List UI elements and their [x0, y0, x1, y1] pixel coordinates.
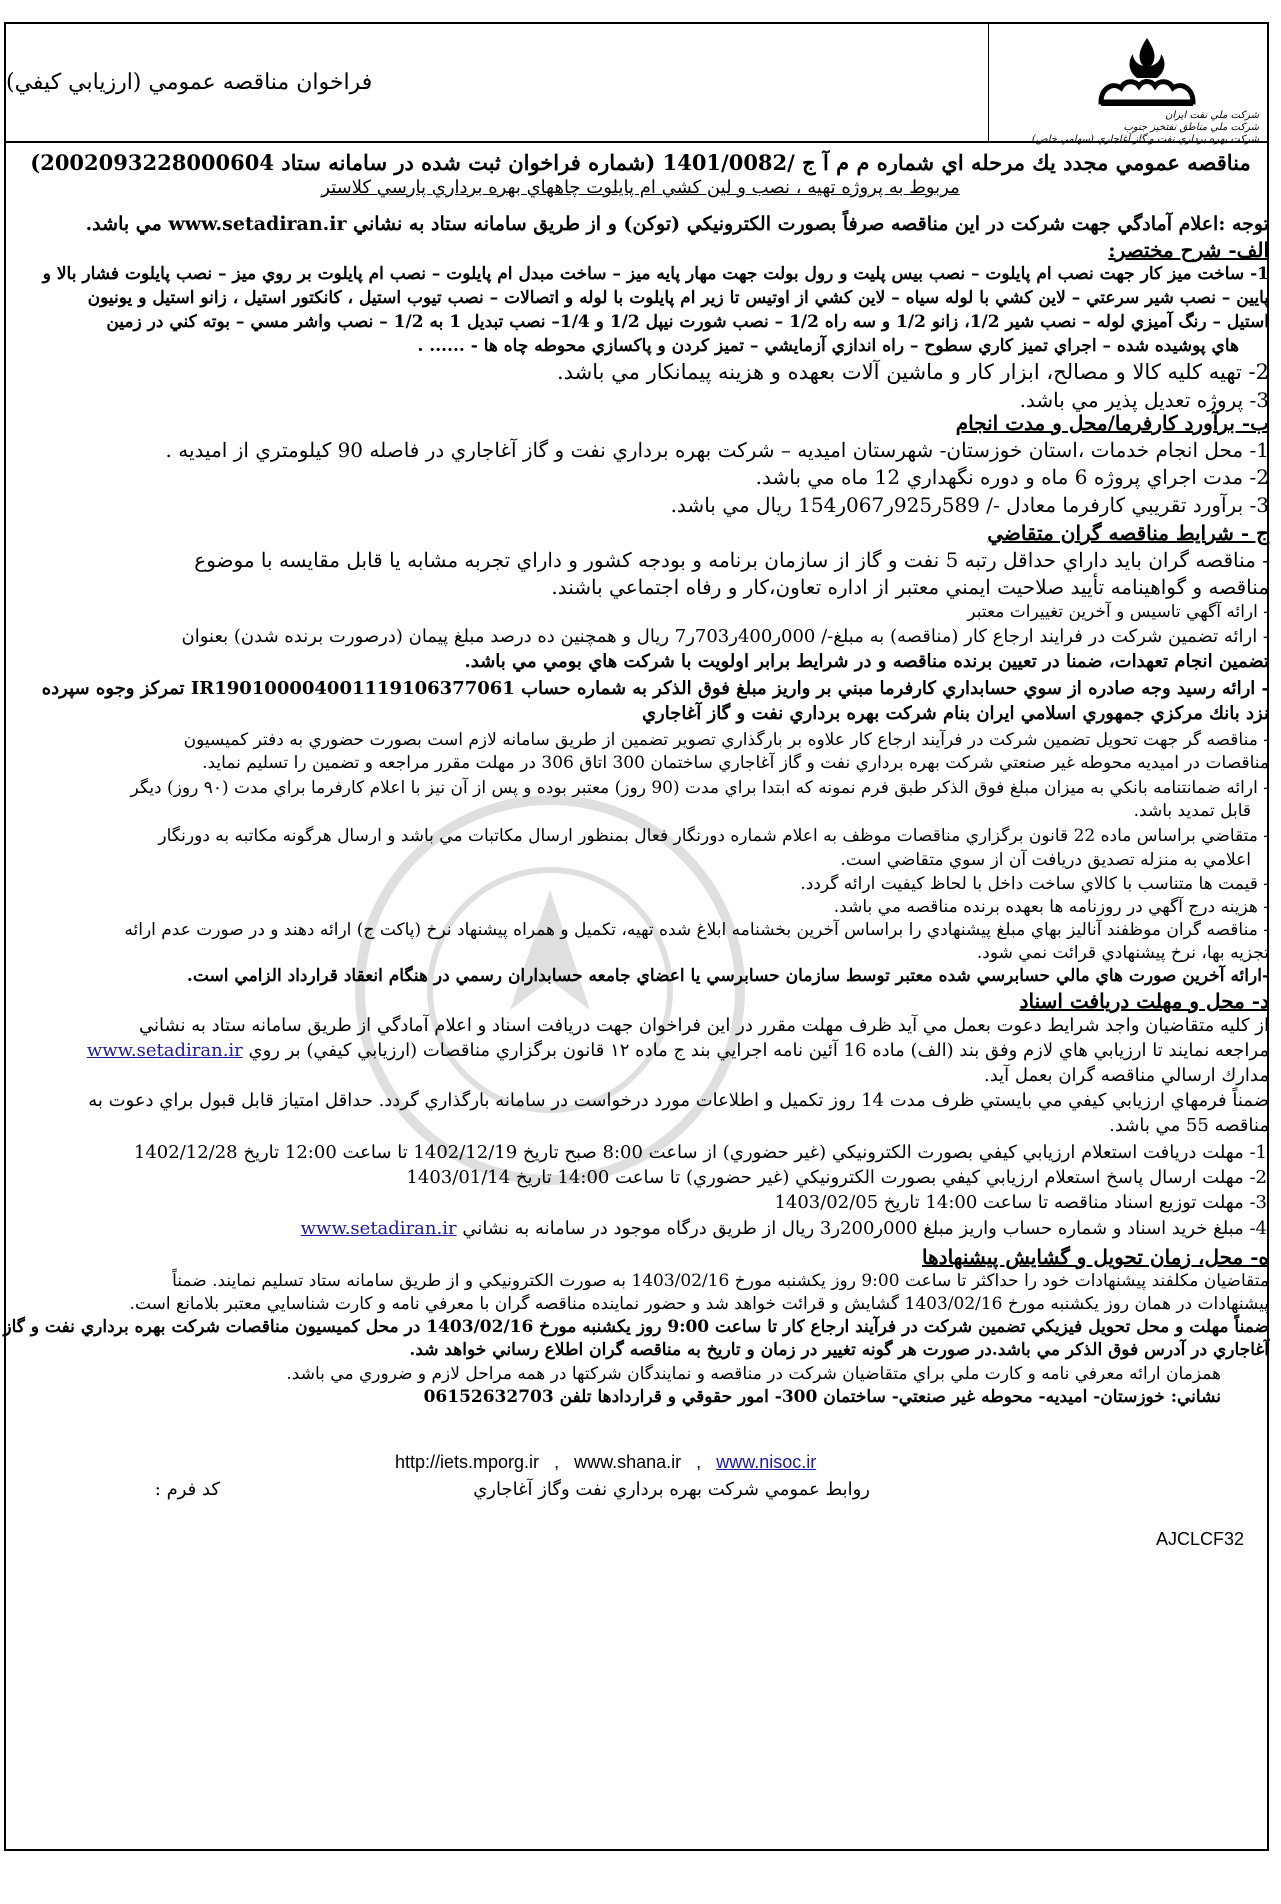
section-c-line: اعلامي به منزله تصديق دريافت آن از سوي متقاضي است. — [840, 850, 1251, 870]
section-b-item1: 1- محل انجام خدمات ،استان خوزستان- شهرستان اميديه – شركت بهره برداري نفت و گاز آغاجاري در فاصله 90 كيلومتري از اميديه . — [165, 438, 1269, 462]
tender-heading: مناقصه عمومي مجدد يك مرحله اي شماره م م آ ج /1401/0082 (شماره فراخوان ثبت شده در سامانه ستاد 2002093228000604) — [30, 150, 1251, 175]
nioc-logo-icon — [1087, 32, 1207, 118]
public-relations-line: روابط عمومي شركت بهره برداري نفت وگاز آغاجاري — [473, 1479, 870, 1500]
section-e-address: نشاني: خوزستان- اميديه- محوطه غير صنعتي- ساختمان 300- امور حقوقي و قراردادها تلفن 06152632703 — [423, 1387, 1221, 1407]
section-c-line: مناقصه و گواهينامه تأييد صلاحيت ايمني معتبر از اداره تعاون،كار و رفاه اجتماعي باشند. — [551, 575, 1269, 599]
section-c-line: - متقاضي براساس ماده 22 قانون برگزاري مناقصات موظف به اعلام شماره دورنگار فعال بمنظور ارسال مكاتبات مي باشد و ارسال هرگونه مكاتبه به دورنگار — [158, 826, 1269, 846]
project-subtitle: مربوط به پروژه تهيه ، نصب و لين كشي ام پايلوت چاههاي بهره برداري پارسي كلاستر — [321, 177, 960, 198]
section-e-line: همزمان ارائه معرفي نامه و كارت ملي براي متقاضيان شركت در مناقصه و نمايندگان شركتها در همه مراحل لازم و ضروري مي باشد. — [286, 1364, 1221, 1384]
section-c-line: تجزيه بها، نرخ پيشنهادي قرائت نمي شود. — [976, 943, 1269, 963]
form-code-label: كد فرم : — [154, 1479, 220, 1500]
section-d-item-4 — [12, 1218, 1267, 1239]
footer-links — [395, 1452, 895, 1473]
section-c-line: قابل تمديد باشد. — [1133, 801, 1251, 821]
section-d-item: 3- مهلت توزيع اسناد مناقصه تا ساعت 14:00 تاريخ 1403/02/05 — [774, 1192, 1267, 1213]
section-b-title: ب- برآورد كارفرما/محل و مدت انجام — [955, 411, 1269, 435]
section-c-line: - مناقصه گران بايد داراي حداقل رتبه 5 نفت و گاز از سازمان برنامه و بودجه كشور و داراي تجربه مشابه يا قابل مقايسه با موضوع — [194, 548, 1269, 572]
section-d-line: از كليه متقاضيان واجد شرايط دعوت بعمل مي آيد ظرف مهلت مقرر در اين فراخوان جهت دريافت اسناد و اعلام آمادگي از طريق سامانه ستاد به نشاني — [138, 1015, 1269, 1036]
setadiran-link-2[interactable]: www.setadiran.ir — [300, 1218, 457, 1239]
mporg-link[interactable]: http://iets.mporg.ir — [395, 1452, 540, 1472]
setadiran-link[interactable]: www.setadiran.ir — [86, 1040, 243, 1061]
section-c-line: مناقصات در اميديه محوطه غير صنعتي شركت بهره برداري نفت و گاز آغاجاري ساختمان 300 اتاق 306 در مهلت مقرر مراجعه و تضمين را تسليم نمايد. — [202, 753, 1269, 773]
link-separator: , — [696, 1452, 702, 1472]
header-box — [4, 22, 1269, 143]
title-cell — [6, 24, 991, 141]
electronic-notice: توجه :اعلام آمادگي جهت شركت در اين مناقصه صرفاً بصورت الكترونيكي (توكن) و از طريق سامانه ستاد به نشاني www.setadiran.ir مي باشد. — [85, 213, 1269, 235]
section-a-title: الف- شرح مختصر: — [1108, 238, 1269, 262]
section-d-title: د- محل و مهلت دريافت اسناد — [1019, 989, 1269, 1013]
section-c-line: - ارائه رسيد وجه صادره از سوي حسابداري كارفرما مبني بر واريز مبلغ فوق الذكر به شماره حساب IR190100004001119106377061 تمركز وجوه سپرده — [41, 678, 1269, 699]
link-separator: , — [554, 1452, 560, 1472]
form-code: AJCLCF32 — [1156, 1529, 1245, 1549]
header-title: فراخوان مناقصه عمومي (ارزيابي كيفي) — [6, 70, 373, 95]
section-c-line: - قيمت ها متناسب با كالاي ساخت داخل با لحاظ كيفيت ارائه گردد. — [800, 874, 1269, 894]
section-c-line: - ارائه ضمانتنامه بانكي به ميزان مبلغ فوق الذكر طبق فرم نمونه كه ابتدا براي مدت (90 روز) معتبر بوده و پس از آن نيز با اعلام كارفرما براي مدت (۹۰ روز) ديگر — [130, 778, 1269, 798]
section-c-line: نزد بانك مركزي جمهوري اسلامي ايران بنام شركت بهره برداري نفت و گاز آغاجاري — [641, 703, 1269, 724]
section-a-item1-line: هاي پوشيده شده – اجراي تميز كاري سطوح – راه اندازي آزمايشي – تميز كردن و پاكسازي محوطه چاه ها - ...... . — [417, 336, 1239, 356]
company-caption-2: شركت ملي مناطق نفتخيز جنوب — [1123, 122, 1259, 133]
company-caption-1: شركت ملي نفت ايران — [1165, 110, 1259, 121]
company-caption-3: شركت بهره برداري نفت و گاز آغاجاري (سهامي خاص) — [1031, 134, 1259, 145]
section-c-line: - مناقصه گران موظفند آناليز بهاي مبلغ پيشنهادي را براساس آخرين بخشنامه ابلاغ شده تهيه، تكميل و همراه پيشنهاد نرخ (پاكت ج) ارائه دهند و در صورت عدم ارائه — [124, 920, 1269, 940]
section-b-item3: 3- برآورد تقريبي كارفرما معادل -/ 589ر925ر067ر154 ريال مي باشد. — [670, 493, 1269, 517]
logo-cell — [988, 24, 1267, 145]
section-c-line: - هزينه درج آگهي در روزنامه ها بعهده برنده مناقصه مي باشد. — [833, 897, 1269, 917]
section-c-line: - ارائه آگهي تاسيس و آخرين تغييرات معتبر — [967, 602, 1269, 622]
section-d-line: ضمناً فرمهاي ارزيابي كيفي مي بايستي ظرف مدت 14 روز تكميل و اطلاعات مورد درخواست در سامانه بارگذاري گردد. حداقل امتياز قابل قبول براي دعوت به — [88, 1090, 1269, 1111]
section-c-line: -ارائه آخرين صورت هاي مالي حسابرسي شده معتبر توسط سازمان حسابرسي يا اعضاي جامعه حسابداران رسمي در هنگام انعقاد قرارداد الزامي است. — [186, 966, 1269, 986]
shana-link[interactable]: www.shana.ir — [574, 1452, 682, 1472]
section-d-item: 1- مهلت دريافت استعلام ارزيابي كيفي بصورت الكترونيكي (غير حضوري) از ساعت 8:00 صبح تاريخ 1402/12/19 تا ساعت 12:00 تاريخ 1402/12/28 — [133, 1142, 1267, 1163]
section-e-title: ه- محل، زمان تحويل و گشايش پيشنهادها — [922, 1245, 1269, 1269]
section-a-item1-line: 1- ساخت ميز كار جهت نصب ام پايلوت – نصب بيس پليت و رول بولت جهت مهار پايه ميز – ساخت مبدل ام پايلوت – نصب ام پايلوت بر روي ميز – نصب پايلوت فشار بالا و — [42, 264, 1269, 284]
section-e-line: پيشنهادات در همان روز يكشنبه مورخ 1403/02/16 گشايش و قرائت خواهد شد و حضور نماينده مناقصه گران با معرفي نامه و كارت شناسايي معتبر بلامانع است. — [129, 1294, 1269, 1314]
section-c-line: - مناقصه گر جهت تحويل تضمين شركت در فرآيند ارجاع كار علاوه بر بارگذاري تصوير تضمين از طريق سامانه لازم است بصورت حضوري به دفتر كميسيون — [183, 730, 1269, 750]
section-a-item1-line: پايين – نصب شير سرعتي – لاين كشي با لوله سياه – لاين كشي از اوتيس تا زير ام پايلوت با لوله و اتصالات – نصب تيوب استيل ، كانكتور استيل ، زانو استيل و يونيون — [87, 288, 1269, 308]
section-e-line: آغاجاري در آدرس فوق الذكر مي باشد.در صورت هر گونه تغيير در زمان و تاريخ به مناقصه گران اطلاع رساني خواهد شد. — [409, 1340, 1269, 1360]
section-a-item1-line: استيل – رنگ آميزي لوله – نصب شير 1/2، زانو 1/2 و سه راه 1/2 – نصب شورت نيپل 1/2 و 1/4– نصب تبديل 1 به 1/2 – نصب واشر مسي – بوته كني در زمين — [106, 312, 1269, 332]
section-d-item: 4- مبلغ خريد اسناد و شماره حساب واريز مبلغ 000ر200ر3 ريال از طريق درگاه موجود در سامانه به نشاني — [462, 1218, 1267, 1239]
section-c-line: تضمين انجام تعهدات، ضمنا در تعيين برنده مناقصه و در شرايط برابر اولويت با شركت هاي بومي مي باشد. — [464, 651, 1269, 672]
section-e-line: متقاضيان مكلفند پيشنهادات خود را حداكثر تا ساعت 9:00 روز يكشنبه مورخ 1403/02/16 به صورت الكترونيكي و از طريق سامانه ستاد تسليم نمايند. ضمناً — [172, 1271, 1269, 1291]
section-d-line-with-link — [12, 1040, 1269, 1061]
section-a-item3: 3- پروژه تعديل پذير مي باشد. — [1019, 388, 1269, 412]
section-d-line: مناقصه 55 مي باشد. — [1109, 1115, 1269, 1136]
section-d-item: 2- مهلت ارسال پاسخ استعلام ارزيابي كيفي بصورت الكترونيكي (غير حضوري) تا ساعت 14:00 تاريخ 1403/01/14 — [406, 1167, 1267, 1188]
section-c-line: - ارائه تضمين شركت در فرايند ارجاع كار (مناقصه) به مبلغ-/ 000ر400ر703ر7 ريال و همچنين ده درصد مبلغ پيمان (درصورت برنده شدن) بعنوان — [181, 626, 1269, 647]
section-b-item2: 2- مدت اجراي پروژه 6 ماه و دوره نگهداري 12 ماه مي باشد. — [755, 465, 1269, 489]
section-d-line: مراجعه نمايند تا ارزيابي هاي لازم وفق بند (الف) ماده 16 آئين نامه اجرايي بند ج ماده ۱۲ قانون برگزاري مناقصات (ارزيابي كيفي) بر روي — [248, 1040, 1269, 1061]
logo-caption — [997, 110, 1259, 146]
section-a-item2: 2- تهيه كليه كالا و مصالح، ابزار كار و ماشين آلات بعهده و هزينه پيمانكار مي باشد. — [556, 360, 1269, 384]
section-d-line: مدارك ارسالي مناقصه گران بعمل آيد. — [983, 1065, 1269, 1086]
section-e-line: ضمناً مهلت و محل تحويل فيزيكي تضمين شركت در فرآيند ارجاع كار تا ساعت 9:00 روز يكشنبه مورخ 1403/02/16 در محل كميسيون مناقصات شركت بهره برداري نفت و گاز — [3, 1317, 1269, 1337]
section-c-title: ج - شرايط مناقصه گران متقاضي — [987, 521, 1269, 545]
nisoc-link[interactable]: www.nisoc.ir — [716, 1452, 817, 1472]
